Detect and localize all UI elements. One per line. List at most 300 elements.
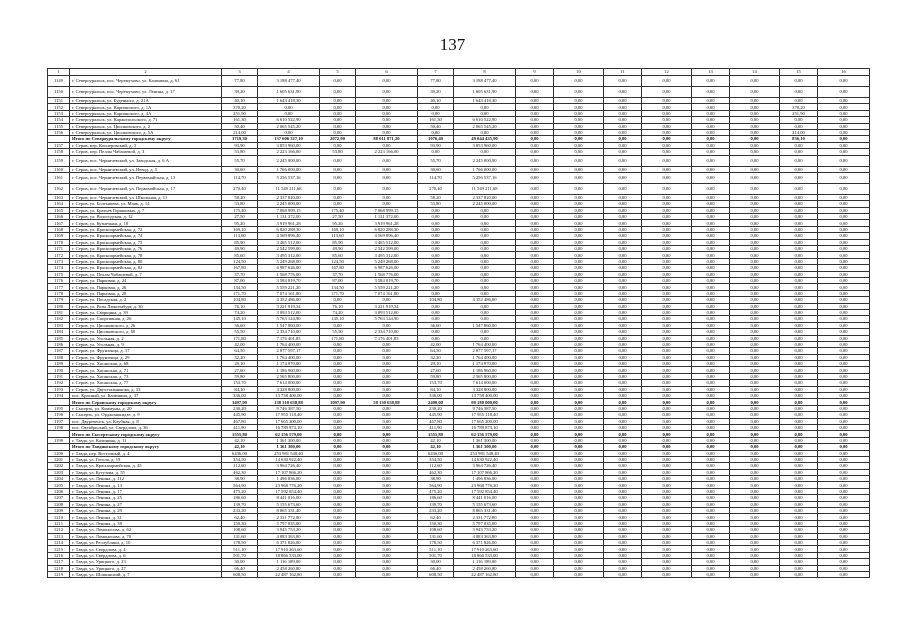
value-cell: 0,00 bbox=[642, 520, 692, 526]
value-cell: 0,00 bbox=[554, 380, 604, 386]
value-cell: 0,00 bbox=[554, 418, 604, 424]
value-cell: 0,00 bbox=[692, 373, 730, 379]
value-cell: 0,00 bbox=[818, 463, 870, 469]
value-cell: 36,60 bbox=[418, 322, 454, 328]
value-cell: 0,00 bbox=[730, 129, 780, 135]
address-cell: г. Серов, ул. Хасанская, д. 68 bbox=[70, 361, 222, 367]
value-cell: 0,00 bbox=[692, 463, 730, 469]
value-cell: 0,00 bbox=[516, 520, 554, 526]
value-cell: 95,20 bbox=[222, 220, 258, 226]
value-cell: 66,40 bbox=[418, 565, 454, 571]
value-cell: 501,70 bbox=[222, 552, 258, 558]
address-cell: г. Серов, ул. Сварщика, д. 39 bbox=[70, 309, 222, 315]
value-cell: 0,00 bbox=[320, 155, 356, 166]
value-cell: 0,00 bbox=[692, 194, 730, 200]
value-cell: 0,00 bbox=[692, 252, 730, 258]
address-cell: г. Серов, пер. Кооперовский, д. 3 bbox=[70, 142, 222, 148]
value-cell: 0,00 bbox=[356, 87, 418, 98]
value-cell: 0,00 bbox=[604, 380, 642, 386]
value-cell: 0,00 bbox=[692, 348, 730, 354]
value-cell: 0,00 bbox=[604, 431, 642, 437]
address-cell: г. Тавда, ул. Ленина, д. 27 bbox=[70, 501, 222, 507]
value-cell: 0,00 bbox=[604, 207, 642, 213]
column-number-cell: 7 bbox=[418, 69, 454, 76]
value-cell: 85,60 bbox=[320, 252, 356, 258]
value-cell: 0,00 bbox=[818, 444, 870, 450]
value-cell: 2 337 820,00 bbox=[454, 194, 516, 200]
value-cell: 0,00 bbox=[604, 297, 642, 303]
value-cell: 0,00 bbox=[730, 284, 780, 290]
value-cell: 0,00 bbox=[516, 142, 554, 148]
value-cell: 0,00 bbox=[516, 565, 554, 571]
table-body bbox=[48, 76, 870, 578]
address-cell: г. Североуральск, ул. Каржопольского, д. 71 bbox=[70, 117, 222, 123]
address-cell: г. Серов, ул. Угольная, д. 2 bbox=[70, 335, 222, 341]
row-number-cell: 1209 bbox=[48, 508, 70, 514]
value-cell: 0,00 bbox=[692, 571, 730, 577]
address-cell: г. Тавда, ул. Гоголя, д. 19 bbox=[70, 456, 222, 462]
value-cell: 0,00 bbox=[356, 488, 418, 494]
value-cell: 17 665 200,00 bbox=[258, 418, 320, 424]
value-cell: 7 176 401,85 bbox=[258, 335, 320, 341]
value-cell: 58,20 bbox=[222, 194, 258, 200]
value-cell: 85,90 bbox=[222, 239, 258, 245]
value-cell: 0,00 bbox=[730, 290, 780, 296]
value-cell: 36,60 bbox=[222, 322, 258, 328]
value-cell: 0,00 bbox=[730, 271, 780, 277]
value-cell: 108,60 bbox=[418, 527, 454, 533]
value-cell: 0,00 bbox=[554, 559, 604, 565]
value-cell: 0,00 bbox=[516, 431, 554, 437]
value-cell: 0,00 bbox=[818, 495, 870, 501]
value-cell: 0,00 bbox=[692, 456, 730, 462]
value-cell: 0,00 bbox=[642, 110, 692, 116]
value-cell: 0,00 bbox=[516, 348, 554, 354]
value-cell: 3 853 960,00 bbox=[258, 142, 320, 148]
value-cell: 1 174 970,00 bbox=[454, 361, 516, 367]
value-cell: 0,00 bbox=[818, 552, 870, 558]
value-cell: 0,00 bbox=[692, 309, 730, 315]
value-cell: 0,00 bbox=[692, 87, 730, 98]
row-number-cell: 1185 bbox=[48, 335, 70, 341]
value-cell: 0,00 bbox=[818, 418, 870, 424]
value-cell: 0,00 bbox=[642, 361, 692, 367]
column-number-cell: 13 bbox=[692, 69, 730, 76]
value-cell: 42,10 bbox=[418, 437, 454, 443]
value-cell: 0,00 bbox=[320, 476, 356, 482]
value-cell: 0,00 bbox=[780, 322, 818, 328]
value-cell: 0,00 bbox=[730, 303, 780, 309]
row-number-cell: 1174 bbox=[48, 265, 70, 271]
row-number-cell: 1199 bbox=[48, 437, 70, 443]
value-cell: 0,00 bbox=[604, 546, 642, 552]
value-cell: 0,00 bbox=[554, 136, 604, 142]
value-cell: 0,00 bbox=[356, 463, 418, 469]
value-cell: 0,00 bbox=[818, 277, 870, 283]
value-cell: 0,00 bbox=[604, 367, 642, 373]
value-cell: 2 245 000,00 bbox=[258, 201, 320, 207]
value-cell: 1 643 418,30 bbox=[258, 98, 320, 104]
address-cell: г. Североуральск, пос. Черемухово, ул. Калинина, д. 61 bbox=[70, 76, 222, 87]
value-cell: 0,00 bbox=[320, 514, 356, 520]
value-cell: 0,00 bbox=[818, 322, 870, 328]
value-cell: 30,60 bbox=[222, 166, 258, 172]
value-cell: 0,00 bbox=[780, 252, 818, 258]
value-cell: 0,00 bbox=[692, 258, 730, 264]
value-cell: 5 256 537,16 bbox=[454, 172, 516, 183]
value-cell: 0,00 bbox=[818, 87, 870, 98]
address-cell: Итого по Североуральскому городскому округу bbox=[70, 136, 222, 142]
column-number-cell: 3 bbox=[222, 69, 258, 76]
value-cell: 0,00 bbox=[692, 508, 730, 514]
value-cell: 30,00 bbox=[222, 559, 258, 565]
value-cell: 0,00 bbox=[356, 456, 418, 462]
row-number-cell: 1156 bbox=[48, 129, 70, 135]
value-cell: 0,00 bbox=[730, 194, 780, 200]
value-cell: 0,00 bbox=[356, 495, 418, 501]
value-cell: 0,00 bbox=[692, 527, 730, 533]
value-cell: 0,00 bbox=[780, 341, 818, 347]
row-number-cell: 1154 bbox=[48, 117, 70, 123]
value-cell: 0,00 bbox=[554, 367, 604, 373]
value-cell: 0,00 bbox=[604, 277, 642, 283]
value-cell: 0,00 bbox=[604, 463, 642, 469]
value-cell: 0,00 bbox=[454, 239, 516, 245]
value-cell: 0,00 bbox=[418, 239, 454, 245]
value-cell: 85,90 bbox=[320, 239, 356, 245]
row-number-cell: 1208 bbox=[48, 501, 70, 507]
address-cell: г. Серов, ул. Красноармейская, д. 74 bbox=[70, 233, 222, 239]
value-cell: 4 569 896,40 bbox=[356, 233, 418, 239]
value-cell: 0,00 bbox=[642, 207, 692, 213]
value-cell: 0,00 bbox=[604, 495, 642, 501]
value-cell: 0,00 bbox=[418, 258, 454, 264]
value-cell: 0,00 bbox=[692, 233, 730, 239]
value-cell: 0,00 bbox=[418, 284, 454, 290]
value-cell: 0,00 bbox=[780, 76, 818, 87]
value-cell: 139,70 bbox=[222, 501, 258, 507]
value-cell: 0,00 bbox=[516, 552, 554, 558]
value-cell: 0,00 bbox=[642, 123, 692, 129]
value-cell: 76,10 bbox=[320, 303, 356, 309]
address-cell: г. Тавда, ул. Республики, д. 10 bbox=[70, 540, 222, 546]
value-cell: 64,50 bbox=[222, 348, 258, 354]
address-cell: г. Тавда, ул. Ленина, д. 29 bbox=[70, 508, 222, 514]
value-cell: 22 487 162,80 bbox=[258, 571, 320, 577]
value-cell: 3 919 961,28 bbox=[258, 220, 320, 226]
value-cell: 0,00 bbox=[516, 246, 554, 252]
value-cell: 0,00 bbox=[516, 514, 554, 520]
value-cell: 1 764 400,00 bbox=[258, 354, 320, 360]
value-cell: 0,00 bbox=[356, 469, 418, 475]
value-cell: 5 155 673,60 bbox=[258, 501, 320, 507]
value-cell: 0,00 bbox=[730, 424, 780, 430]
value-cell: 0,00 bbox=[320, 565, 356, 571]
value-cell: 0,00 bbox=[516, 322, 554, 328]
value-cell: 0,00 bbox=[554, 552, 604, 558]
value-cell: 0,00 bbox=[642, 546, 692, 552]
value-cell: 0,00 bbox=[818, 98, 870, 104]
value-cell: 0,00 bbox=[818, 233, 870, 239]
value-cell: 2 245 000,00 bbox=[454, 155, 516, 166]
value-cell: 22 487 162,80 bbox=[454, 571, 516, 577]
value-cell: 0,00 bbox=[554, 76, 604, 87]
value-cell: 0,00 bbox=[516, 424, 554, 430]
value-cell: 0,00 bbox=[730, 110, 780, 116]
value-cell: 0,00 bbox=[454, 284, 516, 290]
value-cell: 50,40 bbox=[222, 123, 258, 129]
value-cell: 0,00 bbox=[320, 142, 356, 148]
value-cell: 462,30 bbox=[222, 469, 258, 475]
row-number-cell: 1197 bbox=[48, 418, 70, 424]
value-cell: 0,00 bbox=[356, 424, 418, 430]
value-cell: 0,00 bbox=[418, 246, 454, 252]
value-cell: 0,00 bbox=[356, 444, 418, 450]
value-cell: 0,00 bbox=[554, 98, 604, 104]
value-cell: 0,00 bbox=[818, 155, 870, 166]
value-cell: 0,00 bbox=[516, 76, 554, 87]
value-cell: 53,80 bbox=[222, 201, 258, 207]
value-cell: 84,10 bbox=[222, 386, 258, 392]
value-cell: 0,00 bbox=[516, 335, 554, 341]
value-cell: 0,00 bbox=[516, 469, 554, 475]
value-cell: 0,00 bbox=[818, 540, 870, 546]
value-cell: 0,00 bbox=[604, 476, 642, 482]
value-cell: 0,00 bbox=[554, 284, 604, 290]
address-cell: г. Серов, ул. Кузнечная, д. 10 bbox=[70, 220, 222, 226]
value-cell: 0,00 bbox=[780, 290, 818, 296]
value-cell: 145,10 bbox=[222, 316, 258, 322]
value-cell: 0,00 bbox=[604, 271, 642, 277]
value-cell: 131,60 bbox=[418, 533, 454, 539]
address-cell: г. Североуральск, ул. Циолковского, д. 5А bbox=[70, 129, 222, 135]
value-cell: 23 968 776,20 bbox=[454, 482, 516, 488]
value-cell: 6436,00 bbox=[418, 450, 454, 456]
address-cell: г. Тавда, ул. Ломоносова, д. 70 bbox=[70, 533, 222, 539]
value-cell: 0,00 bbox=[320, 76, 356, 87]
value-cell: 511,10 bbox=[222, 546, 258, 552]
value-cell: 0,00 bbox=[356, 540, 418, 546]
value-cell: 0,00 bbox=[516, 361, 554, 367]
value-cell: 0,00 bbox=[516, 412, 554, 418]
value-cell: 2 223 166,00 bbox=[356, 149, 418, 155]
value-cell: 0,00 bbox=[604, 129, 642, 135]
value-cell: 0,00 bbox=[604, 284, 642, 290]
value-cell: 0,00 bbox=[818, 172, 870, 183]
value-cell: 0,00 bbox=[692, 546, 730, 552]
value-cell: 0,00 bbox=[730, 214, 780, 220]
value-cell: 0,00 bbox=[516, 309, 554, 315]
value-cell: 0,00 bbox=[780, 450, 818, 456]
value-cell: 0,00 bbox=[454, 335, 516, 341]
value-cell: 2 334 710,00 bbox=[356, 329, 418, 335]
value-cell: 0,00 bbox=[356, 142, 418, 148]
address-cell: г. Серов, ул. Красноармейская, д. 82 bbox=[70, 265, 222, 271]
value-cell: 104,80 bbox=[222, 297, 258, 303]
value-cell: 74,20 bbox=[222, 309, 258, 315]
value-cell: 0,00 bbox=[554, 508, 604, 514]
value-cell: 4 569 896,40 bbox=[258, 233, 320, 239]
value-cell: 139,70 bbox=[418, 501, 454, 507]
value-cell: 0,00 bbox=[554, 252, 604, 258]
value-cell: 8 441 016,00 bbox=[258, 495, 320, 501]
value-cell: 0,00 bbox=[418, 149, 454, 155]
value-cell: 0,00 bbox=[554, 309, 604, 315]
value-cell: 0,00 bbox=[818, 456, 870, 462]
value-cell: 0,00 bbox=[780, 348, 818, 354]
value-cell: 0,00 bbox=[454, 316, 516, 322]
value-cell: 0,00 bbox=[320, 166, 356, 172]
value-cell: 0,00 bbox=[642, 463, 692, 469]
value-cell: 55,50 bbox=[320, 329, 356, 335]
value-cell: 0,00 bbox=[780, 277, 818, 283]
value-cell: 6 820 288,30 bbox=[356, 226, 418, 232]
value-cell: 0,00 bbox=[692, 476, 730, 482]
value-cell: 0,00 bbox=[818, 142, 870, 148]
value-cell: 0,00 bbox=[516, 149, 554, 155]
row-number-cell: 1158 bbox=[48, 149, 70, 155]
value-cell: 0,00 bbox=[642, 297, 692, 303]
value-cell: 18 866 533,00 bbox=[258, 552, 320, 558]
value-cell: 17 592 854,40 bbox=[258, 488, 320, 494]
value-cell: 3 964 726,40 bbox=[454, 463, 516, 469]
value-cell: 0,00 bbox=[554, 463, 604, 469]
value-cell: 0,00 bbox=[604, 76, 642, 87]
page-number: 137 bbox=[439, 35, 466, 54]
value-cell: 0,00 bbox=[554, 405, 604, 411]
value-cell: 0,00 bbox=[516, 450, 554, 456]
value-cell: 1 547 860,00 bbox=[258, 322, 320, 328]
value-cell: 0,00 bbox=[356, 373, 418, 379]
value-cell: 0,00 bbox=[554, 129, 604, 135]
value-cell: 233,20 bbox=[418, 508, 454, 514]
value-cell: 0,00 bbox=[730, 450, 780, 456]
value-cell: 2 065 545,20 bbox=[454, 123, 516, 129]
value-cell: 0,00 bbox=[516, 297, 554, 303]
value-cell: 0,00 bbox=[780, 463, 818, 469]
value-cell: 1 766 000,00 bbox=[258, 166, 320, 172]
value-cell: 0,00 bbox=[554, 271, 604, 277]
value-cell: 0,00 bbox=[356, 393, 418, 399]
value-cell: 0,00 bbox=[642, 239, 692, 245]
value-cell: 0,00 bbox=[642, 136, 692, 142]
value-cell: 0,00 bbox=[356, 450, 418, 456]
row-number-cell: 1175 bbox=[48, 271, 70, 277]
value-cell: 175,40 bbox=[320, 207, 356, 213]
value-cell: 0,00 bbox=[818, 290, 870, 296]
value-cell: 0,00 bbox=[554, 399, 604, 405]
value-cell: 2 331 772,80 bbox=[454, 514, 516, 520]
value-cell: 0,00 bbox=[604, 252, 642, 258]
value-cell: 1 116 189,00 bbox=[454, 559, 516, 565]
value-cell: 0,00 bbox=[692, 482, 730, 488]
value-cell: 42,00 bbox=[418, 341, 454, 347]
value-cell: 0,00 bbox=[516, 277, 554, 283]
value-cell: 1 568 776,00 bbox=[356, 271, 418, 277]
resettlement-register-table bbox=[47, 68, 870, 578]
value-cell: 0,00 bbox=[730, 341, 780, 347]
address-cell: г. Серов, ул. Красноармейская, д. 76 bbox=[70, 246, 222, 252]
value-cell: 0,00 bbox=[818, 367, 870, 373]
value-cell: 3 465 512,00 bbox=[258, 239, 320, 245]
value-cell: 0,00 bbox=[818, 520, 870, 526]
value-cell: 112,60 bbox=[222, 463, 258, 469]
value-cell: 0,00 bbox=[692, 303, 730, 309]
value-cell: 0,00 bbox=[320, 110, 356, 116]
value-cell: 0,00 bbox=[418, 104, 454, 110]
value-cell: 4 883 363,80 bbox=[258, 533, 320, 539]
value-cell: 0,00 bbox=[642, 129, 692, 135]
row-number-cell: 1151 bbox=[48, 98, 70, 104]
value-cell: 0,00 bbox=[516, 405, 554, 411]
value-cell: 0,00 bbox=[604, 149, 642, 155]
value-cell: 0,00 bbox=[320, 201, 356, 207]
value-cell: 0,00 bbox=[356, 155, 418, 166]
value-cell: 0,00 bbox=[730, 220, 780, 226]
value-cell: 0,00 bbox=[418, 220, 454, 226]
value-cell: 0,00 bbox=[642, 469, 692, 475]
value-cell: 0,00 bbox=[730, 393, 780, 399]
value-cell: 3 328 800,00 bbox=[258, 386, 320, 392]
value-cell: 0,00 bbox=[780, 552, 818, 558]
value-cell: 0,00 bbox=[604, 110, 642, 116]
value-cell: 0,00 bbox=[454, 233, 516, 239]
value-cell: 0,00 bbox=[320, 405, 356, 411]
value-cell: 0,00 bbox=[454, 303, 516, 309]
value-cell: 2400,00 bbox=[418, 399, 454, 405]
value-cell: 0,00 bbox=[604, 341, 642, 347]
value-cell: 0,00 bbox=[818, 329, 870, 335]
value-cell: 0,00 bbox=[692, 110, 730, 116]
row-number-cell: 1160 bbox=[48, 166, 70, 172]
value-cell: 0,00 bbox=[642, 450, 692, 456]
value-cell: 29,10 bbox=[222, 361, 258, 367]
value-cell: 0,00 bbox=[780, 520, 818, 526]
value-cell: 0,00 bbox=[780, 456, 818, 462]
value-cell: 0,00 bbox=[692, 265, 730, 271]
address-cell: г. Серов, ул. Двухэтажникова, д. 33 bbox=[70, 386, 222, 392]
value-cell: 0,00 bbox=[554, 348, 604, 354]
row-number-cell: 1184 bbox=[48, 329, 70, 335]
value-cell: 0,00 bbox=[692, 316, 730, 322]
value-cell: 3 584 819,70 bbox=[258, 277, 320, 283]
value-cell: 0,00 bbox=[516, 252, 554, 258]
value-cell: 0,00 bbox=[604, 258, 642, 264]
value-cell: 0,00 bbox=[730, 277, 780, 283]
value-cell: 74,20 bbox=[320, 309, 356, 315]
value-cell: 0,00 bbox=[692, 123, 730, 129]
value-cell: 0,00 bbox=[780, 246, 818, 252]
value-cell: 0,00 bbox=[320, 571, 356, 577]
value-cell: 3 093 512,00 bbox=[258, 309, 320, 315]
value-cell: 1 496 836,00 bbox=[454, 476, 516, 482]
value-cell: 0,00 bbox=[554, 456, 604, 462]
value-cell: 0,00 bbox=[554, 87, 604, 98]
value-cell: 178,50 bbox=[418, 540, 454, 546]
value-cell: 0,00 bbox=[642, 354, 692, 360]
value-cell: 0,00 bbox=[554, 501, 604, 507]
value-cell: 0,00 bbox=[730, 546, 780, 552]
value-cell: 0,00 bbox=[780, 123, 818, 129]
value-cell: 167,80 bbox=[222, 265, 258, 271]
value-cell: 23 968 776,20 bbox=[258, 482, 320, 488]
address-cell: г. Серов, пос. Черничевский, ул. Школьная, д. 11 bbox=[70, 194, 222, 200]
value-cell: 17 910 263,60 bbox=[454, 546, 516, 552]
value-cell: 0,00 bbox=[516, 354, 554, 360]
value-cell: 0,00 bbox=[604, 117, 642, 123]
value-cell: 0,00 bbox=[818, 309, 870, 315]
value-cell: 0,00 bbox=[320, 104, 356, 110]
